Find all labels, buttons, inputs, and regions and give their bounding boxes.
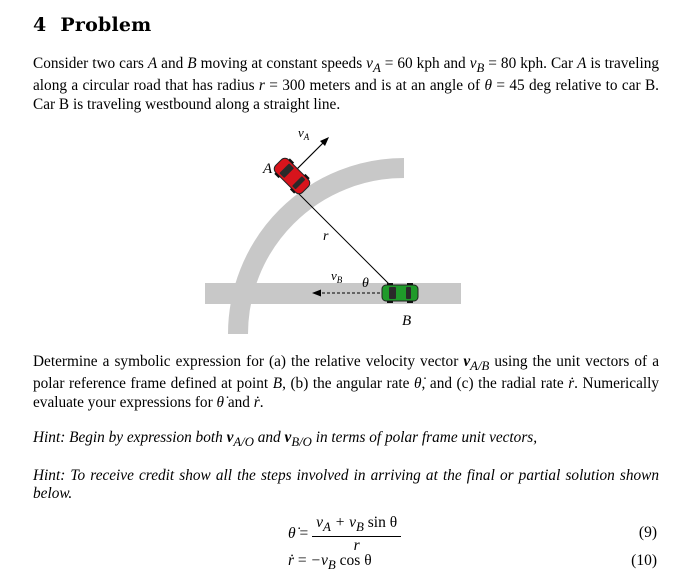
hint-polar-vectors: Hint: Begin by expression both $v_{A/O}$ and $v_{B/O}$ in terms of polar frame unit vectors, [33, 429, 538, 450]
equation-10: ṙ = $-v_B$ cos θ (10) [288, 552, 657, 573]
section-heading [33, 14, 152, 36]
problem-figure [200, 120, 470, 345]
velocity-a-arrow [294, 142, 324, 172]
equation-9-number: (9) [638, 524, 657, 541]
radius-line [289, 184, 397, 292]
label-b: B [402, 313, 412, 329]
problem-statement: Consider two cars A and B moving at constant speeds $v_A = 60$ kph and $v_B = 80$ kph. Car A is traveling along a circular road that has radius r = 300 meters and is at an angle of θ = 45 deg relative to car B. Car B is traveling westbound along a straight line. [33, 55, 660, 113]
task-statement: Determine a symbolic expression for (a) the relative velocity vector $v_{A/B}$ using the unit vectors of a polar reference frame defined at point B, (b) the angular rate θ̇, and (c) the radial rate ṙ. Numerically evaluate your expressions for θ̇ and ṙ. [33, 353, 660, 411]
equation-9-fraction: $\frac{v_A + v_B \sin \theta}{r}$ [312, 514, 401, 555]
label-va: $v_A$ [298, 125, 310, 142]
label-theta: θ [362, 276, 369, 291]
equation-10-number: (10) [631, 552, 657, 569]
label-vb: $v_B$ [331, 268, 343, 285]
hint-show-steps: Hint: To receive credit show all the steps involved in arriving at the final or partial solution shown below. [33, 467, 659, 503]
equation-9: θ̇ = $\frac{v_A + v_B \sin \theta}{r}$ (9) [288, 514, 657, 555]
section-title: Problem [60, 14, 152, 36]
section-number: 4 [33, 14, 47, 36]
car-b-icon [382, 283, 418, 303]
circular-road [238, 168, 404, 334]
label-r: r [323, 229, 329, 244]
label-a: A [263, 161, 273, 177]
